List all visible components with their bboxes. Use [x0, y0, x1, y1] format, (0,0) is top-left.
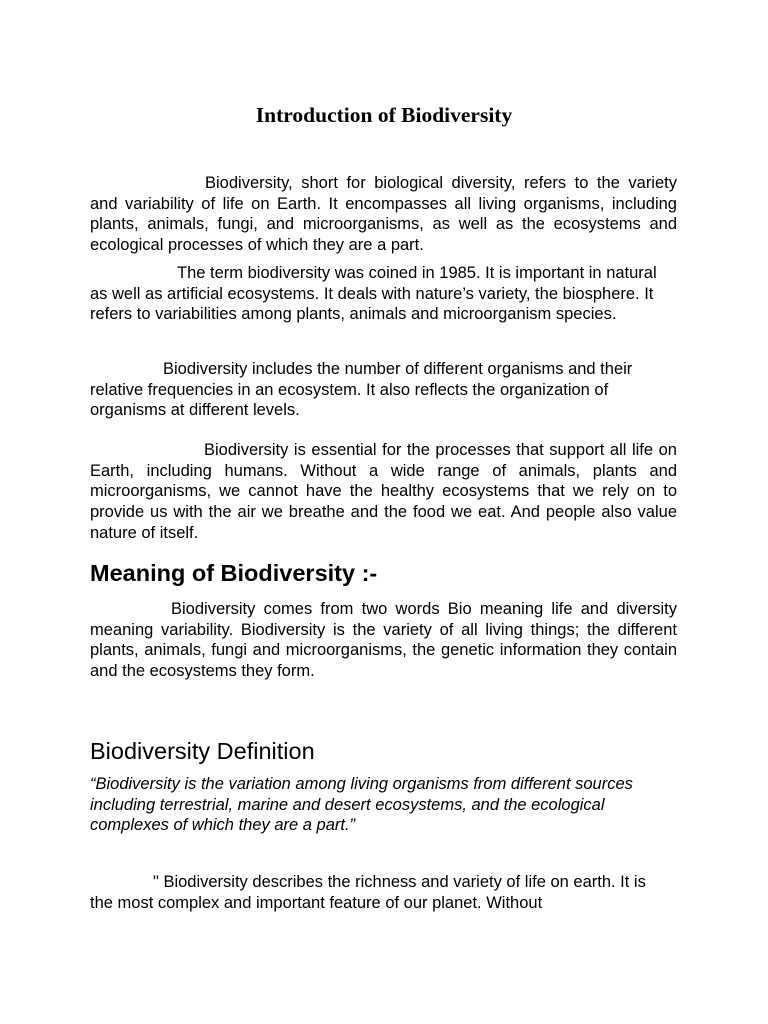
closing-paragraph: " Biodiversity describes the richness and variety of life on earth. It is the most complex and important feature of our planet. Without: [90, 873, 646, 912]
intro-paragraph-1: Biodiversity, short for biological diversity, refers to the variety and variability of life on Earth. It encompasses all living organisms, including plants, animals, fungi, and microorganisms, as well as the ecosystems and ecological processes of which they are a part.: [90, 174, 677, 255]
intro-paragraph-4: Biodiversity is essential for the processes that support all life on Earth, including humans. Without a wide range of animals, plants and microorganisms, we cannot have the healthy ecosystems that we rely on to provide us with the air we breathe and the food we eat. And people also value nature of itself.: [90, 441, 677, 542]
meaning-heading: Meaning of Biodiversity :-: [90, 560, 378, 586]
definition-quote: “Biodiversity is the variation among living organisms from different sources including terrestrial, marine and desert ecosystems, and the ecological complexes of which they are a part.”: [90, 775, 633, 835]
intro-paragraph-2: The term biodiversity was coined in 1985. It is important in natural as well as artificial ecosystems. It deals with nature’s variety, the biosphere. It refers to variabilities among plants, animals and microorganism species.: [90, 264, 657, 324]
meaning-paragraph: Biodiversity comes from two words Bio meaning life and diversity meaning variability. Biodiversity is the variety of all living things; the different plants, animals, fungi and microorganisms, the genetic information they contain and the ecosystems they form.: [90, 600, 677, 681]
document-title: Introduction of Biodiversity: [255, 103, 513, 127]
definition-heading: Biodiversity Definition: [90, 738, 315, 764]
intro-paragraph-3: Biodiversity includes the number of different organisms and their relative frequencies in an ecosystem. It also reflects the organization of organisms at different levels.: [90, 360, 633, 420]
